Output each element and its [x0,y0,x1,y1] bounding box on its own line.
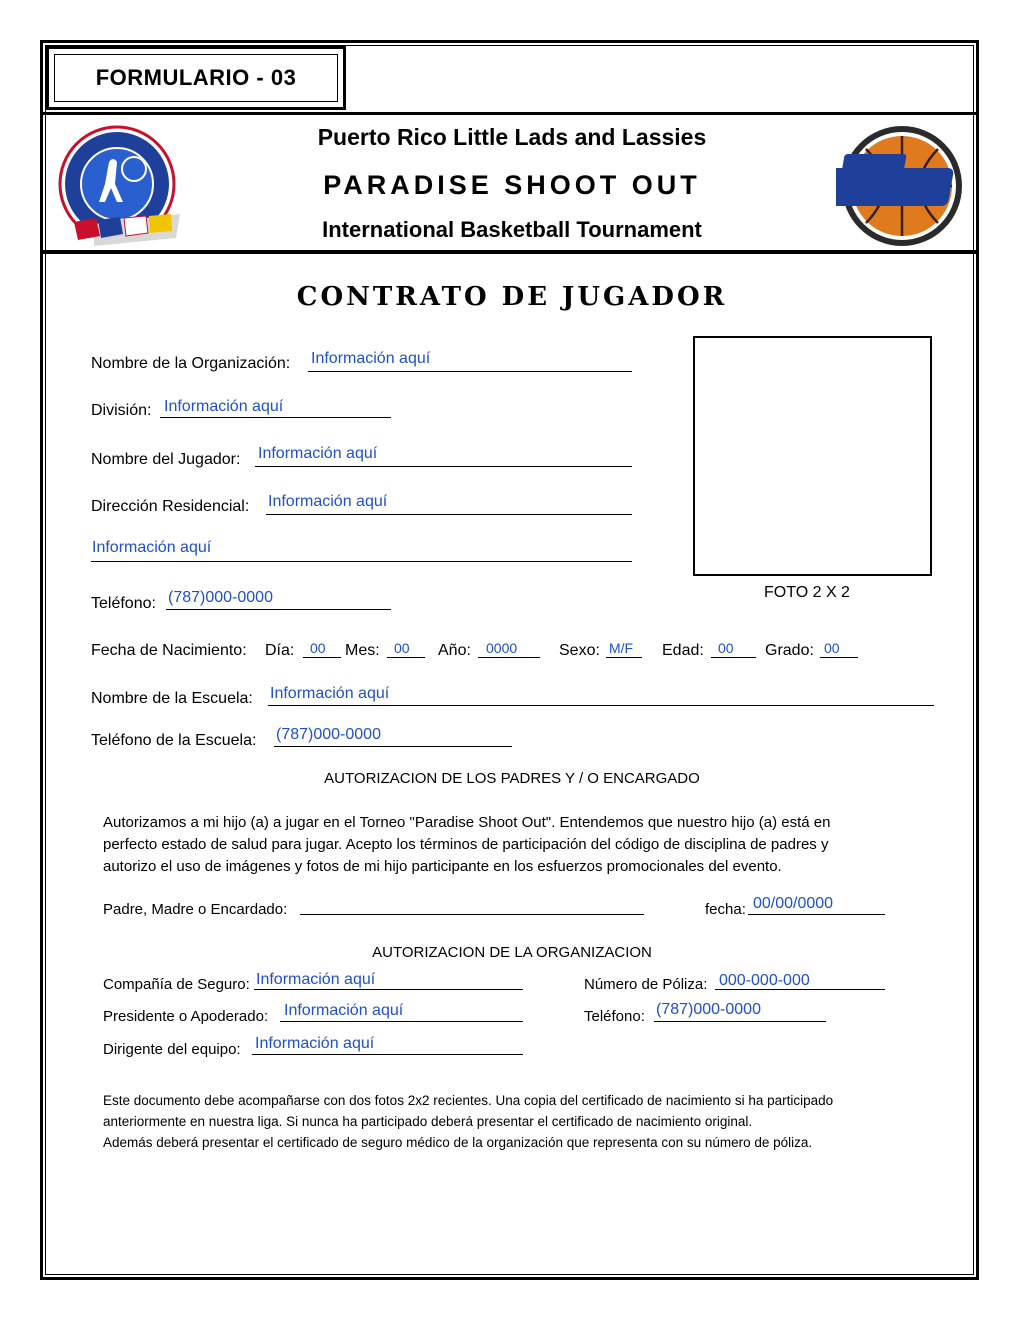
presidente-line [280,1021,523,1022]
organizacion-label: Nombre de la Organización: [91,355,291,372]
photo-box[interactable] [693,336,932,576]
jugador-label: Nombre del Jugador: [91,451,241,468]
escuela-line [268,705,934,706]
division-line [160,417,391,418]
escuela-field[interactable]: Información aquí [270,685,390,702]
nacimiento-label: Fecha de Nacimiento: [91,642,247,659]
ano-line [478,657,540,658]
ano-field[interactable]: 0000 [486,640,518,656]
seguro-label: Compañía de Seguro: [103,976,250,993]
presidente-label: Presidente o Apoderado: [103,1008,269,1025]
fecha-field[interactable]: 00/00/0000 [753,895,834,912]
edad-line [711,657,756,658]
event-name: PARADISE SHOOT OUT [323,170,701,200]
jugador-line [255,466,632,467]
sexo-line [606,657,642,658]
parents-heading: AUTORIZACION DE LOS PADRES Y / O ENCARGADO [324,770,700,787]
header-top-rule [346,112,978,115]
escuela-label: Nombre de la Escuela: [91,690,253,707]
ano-label: Año: [438,642,471,659]
parents-text-1: Autorizamos a mi hijo (a) a jugar en el Torneo "Paradise Shoot Out". Entendemos que nuestro hijo (a) está en [103,814,831,831]
footnote-line-3: Además deberá presentar el certificado de seguro médico de la organización que representa con su número de póliza. [103,1135,813,1150]
mes-line [387,657,425,658]
header-bottom-rule [43,250,978,254]
grado-field[interactable]: 00 [824,640,840,656]
grado-label: Grado: [765,642,814,659]
organizacion-field[interactable]: Información aquí [311,350,431,367]
dia-field[interactable]: 00 [310,640,326,656]
org-telefono-field[interactable]: (787)000-0000 [656,1001,761,1018]
organizacion-line [308,371,632,372]
dirigente-label: Dirigente del equipo: [103,1041,241,1058]
parents-text-2: perfecto estado de salud para jugar. Acepto los términos de participación del código de disciplina de padres y [103,836,829,853]
poliza-label: Número de Póliza: [584,976,708,993]
poliza-field[interactable]: 000-000-000 [719,972,810,989]
form-code: FORMULARIO - 03 [95,65,297,90]
event-subtitle: International Basketball Tournament [322,217,702,242]
presidente-field[interactable]: Información aquí [284,1002,404,1019]
direccion-label: Dirección Residencial: [91,498,250,515]
org-telefono-line [654,1021,826,1022]
parents-text-3: autorizo el uso de imágenes y fotos de mi hijo participante en los esfuerzos promocionales del evento. [103,858,782,875]
tel-escuela-line [274,746,512,747]
dia-line [303,657,341,658]
seguro-line [254,989,523,990]
dirigente-field[interactable]: Información aquí [255,1035,375,1052]
sexo-label: Sexo: [559,642,600,659]
telefono-field[interactable]: (787)000-0000 [168,589,273,606]
fecha-line [748,914,885,915]
org-telefono-label: Teléfono: [584,1008,645,1025]
direccion2-field[interactable]: Información aquí [92,539,212,556]
telefono-label: Teléfono: [91,595,156,612]
mes-label: Mes: [345,642,380,659]
header-top-rule-left [43,112,347,115]
edad-label: Edad: [662,642,704,659]
fecha-label: fecha: [705,901,746,918]
tel-escuela-field[interactable]: (787)000-0000 [276,726,381,743]
signer-line[interactable] [300,914,644,915]
organization-heading: AUTORIZACION DE LA ORGANIZACION [372,944,652,961]
edad-field[interactable]: 00 [718,640,734,656]
direccion2-line [91,561,632,562]
sexo-field[interactable]: M/F [609,640,634,656]
organization-name: Puerto Rico Little Lads and Lassies [317,124,707,150]
division-field[interactable]: Información aquí [164,398,284,415]
grado-line [820,657,858,658]
seguro-field[interactable]: Información aquí [256,971,376,988]
mes-field[interactable]: 00 [394,640,410,656]
signer-label: Padre, Madre o Encardado: [103,901,288,918]
photo-label: FOTO 2 X 2 [764,584,850,601]
dirigente-line [252,1054,523,1055]
footnote-line-1: Este documento debe acompañarse con dos fotos 2x2 recientes. Una copia del certificado de nacimiento si ha participado [103,1093,834,1108]
direccion-field[interactable]: Información aquí [268,493,388,510]
dia-label: Día: [265,642,295,659]
tel-escuela-label: Teléfono de la Escuela: [91,732,257,749]
division-label: División: [91,402,152,419]
footnote-line-2: anteriormente en nuestra liga. Si nunca ha participado deberá presentar el certificado de nacimiento original. [103,1114,753,1129]
telefono-line [166,609,391,610]
direccion-line [266,514,632,515]
jugador-field[interactable]: Información aquí [258,445,378,462]
document-title: CONTRATO DE JUGADOR [296,282,728,312]
